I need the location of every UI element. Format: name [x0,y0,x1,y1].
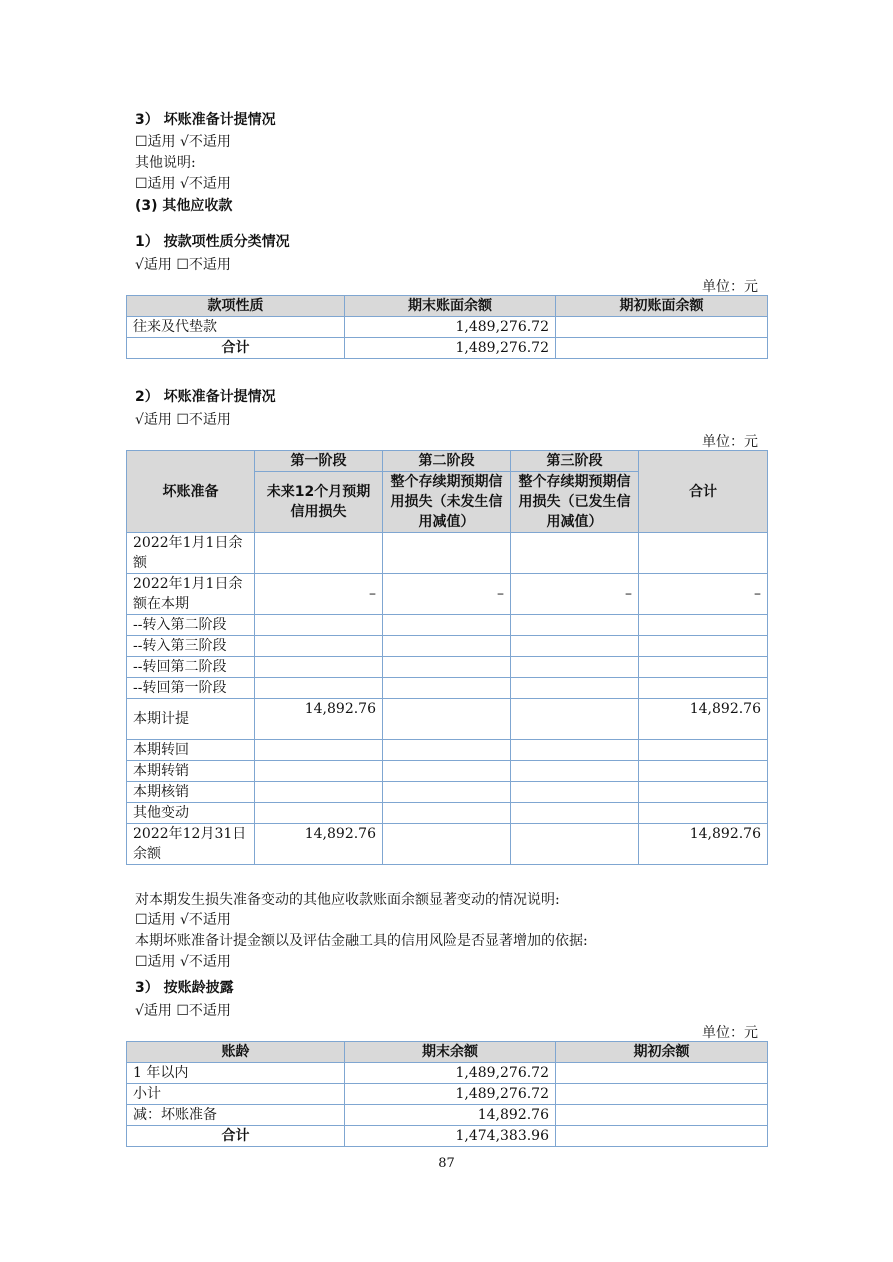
cell [511,678,639,699]
cell: 14,892.76 [639,824,768,865]
cell: --转入第三阶段 [127,636,255,657]
applicability-line: √适用 ☐不适用 [135,257,231,273]
cell: 本期核销 [127,782,255,803]
table-row [127,782,768,803]
other-notes-label: 其他说明: [135,155,196,171]
cell: --转入第二阶段 [127,615,255,636]
cell [383,782,511,803]
table-row [127,1063,768,1084]
cell [639,615,768,636]
unit-label: 单位：元 [702,1025,758,1041]
header-cell: 整个存续期预期信用损失（未发生信用减值） [383,472,511,533]
cell [511,636,639,657]
header-cell: 坏账准备 [127,451,255,533]
section-heading-bad-debt-provision: 3） 坏账准备计提情况 [135,112,276,128]
cell [639,636,768,657]
page-number: 87 [438,1156,455,1171]
table-header-row [127,296,768,317]
table-row [127,338,768,359]
section-heading-by-aging: 3） 按账龄披露 [135,980,234,996]
cell [556,1084,768,1105]
cell [383,803,511,824]
cell [255,803,383,824]
cell [383,678,511,699]
cell [255,678,383,699]
cell [255,761,383,782]
cell: 14,892.76 [345,1105,556,1126]
cell [255,657,383,678]
table-header-row [127,451,768,472]
cell [383,761,511,782]
table-row [127,678,768,699]
header-cell: 整个存续期预期信用损失（已发生信用减值） [511,472,639,533]
cell: 本期计提 [127,699,255,740]
cell: – [383,574,511,615]
cell [639,803,768,824]
cell: --转回第一阶段 [127,678,255,699]
cell: 1,489,276.72 [345,338,556,359]
table-row [127,699,768,740]
table-row [127,1105,768,1126]
cell [511,657,639,678]
cell: 2022年1月1日余额在本期 [127,574,255,615]
cell [639,782,768,803]
cell [639,657,768,678]
cell: 往来及代垫款 [127,317,345,338]
note-line: 对本期发生损失准备变动的其他应收款账面余额显著变动的情况说明: [135,892,560,908]
cell [511,761,639,782]
cell: 本期转销 [127,761,255,782]
provision-table [126,450,768,865]
cell: – [511,574,639,615]
cell [511,782,639,803]
section-heading-by-nature: 1） 按款项性质分类情况 [135,234,290,250]
table-row [127,740,768,761]
cell: 1 年以内 [127,1063,345,1084]
cell [511,699,639,740]
cell [556,1063,768,1084]
cell [255,615,383,636]
cell [511,740,639,761]
section-heading-provision: 2） 坏账准备计提情况 [135,389,276,405]
cell [511,824,639,865]
header-cell: 账龄 [127,1042,345,1063]
header-cell: 期初余额 [556,1042,768,1063]
cell [383,824,511,865]
cell: 14,892.76 [255,699,383,740]
cell [556,1126,768,1147]
cell: – [255,574,383,615]
cell: 合计 [127,338,345,359]
cell [383,657,511,678]
table-row [127,824,768,865]
applicability-line: √适用 ☐不适用 [135,1003,231,1019]
cell [255,533,383,574]
cell: 14,892.76 [255,824,383,865]
table-row [127,761,768,782]
cell [639,761,768,782]
table-row [127,636,768,657]
cell: 小计 [127,1084,345,1105]
header-cell: 合计 [639,451,768,533]
cell [255,636,383,657]
nature-table [126,295,768,359]
cell [383,699,511,740]
cell [255,740,383,761]
cell [511,803,639,824]
cell: 2022年12月31日余额 [127,824,255,865]
note-line: 本期坏账准备计提金额以及评估金融工具的信用风险是否显著增加的依据: [135,933,588,949]
cell [383,615,511,636]
cell: 本期转回 [127,740,255,761]
cell [639,740,768,761]
header-cell: 期末账面余额 [345,296,556,317]
cell: 1,489,276.72 [345,1063,556,1084]
aging-table [126,1041,768,1147]
cell [255,782,383,803]
header-cell: 款项性质 [127,296,345,317]
header-cell: 第一阶段 [255,451,383,472]
cell: 14,892.76 [639,699,768,740]
cell [556,1105,768,1126]
unit-label: 单位：元 [702,279,758,295]
applicability-line: √适用 ☐不适用 [135,412,231,428]
cell [639,678,768,699]
cell: 2022年1月1日余额 [127,533,255,574]
header-cell: 第三阶段 [511,451,639,472]
table-row [127,803,768,824]
table-row [127,1084,768,1105]
table-row [127,1126,768,1147]
cell [511,533,639,574]
applicability-line: ☐适用 √不适用 [135,912,231,928]
cell [556,338,768,359]
cell [383,533,511,574]
table-row [127,615,768,636]
applicability-line: ☐适用 √不适用 [135,176,231,192]
table-row [127,574,768,615]
cell: 合计 [127,1126,345,1147]
header-cell: 第二阶段 [383,451,511,472]
cell [511,615,639,636]
cell: 其他变动 [127,803,255,824]
cell: – [639,574,768,615]
cell: --转回第二阶段 [127,657,255,678]
applicability-line: ☐适用 √不适用 [135,954,231,970]
cell: 1,489,276.72 [345,1084,556,1105]
cell [639,533,768,574]
cell: 减：坏账准备 [127,1105,345,1126]
header-cell: 期初账面余额 [556,296,768,317]
table-row [127,533,768,574]
header-cell: 期末余额 [345,1042,556,1063]
table-header-row [127,1042,768,1063]
applicability-line: ☐适用 √不适用 [135,134,231,150]
table-row [127,657,768,678]
cell: 1,474,383.96 [345,1126,556,1147]
cell [556,317,768,338]
table-row [127,317,768,338]
unit-label: 单位：元 [702,434,758,450]
cell [383,636,511,657]
section-heading-other-receivables: (3) 其他应收款 [135,198,233,214]
cell: 1,489,276.72 [345,317,556,338]
header-cell: 未来12个月预期信用损失 [255,472,383,533]
cell [383,740,511,761]
